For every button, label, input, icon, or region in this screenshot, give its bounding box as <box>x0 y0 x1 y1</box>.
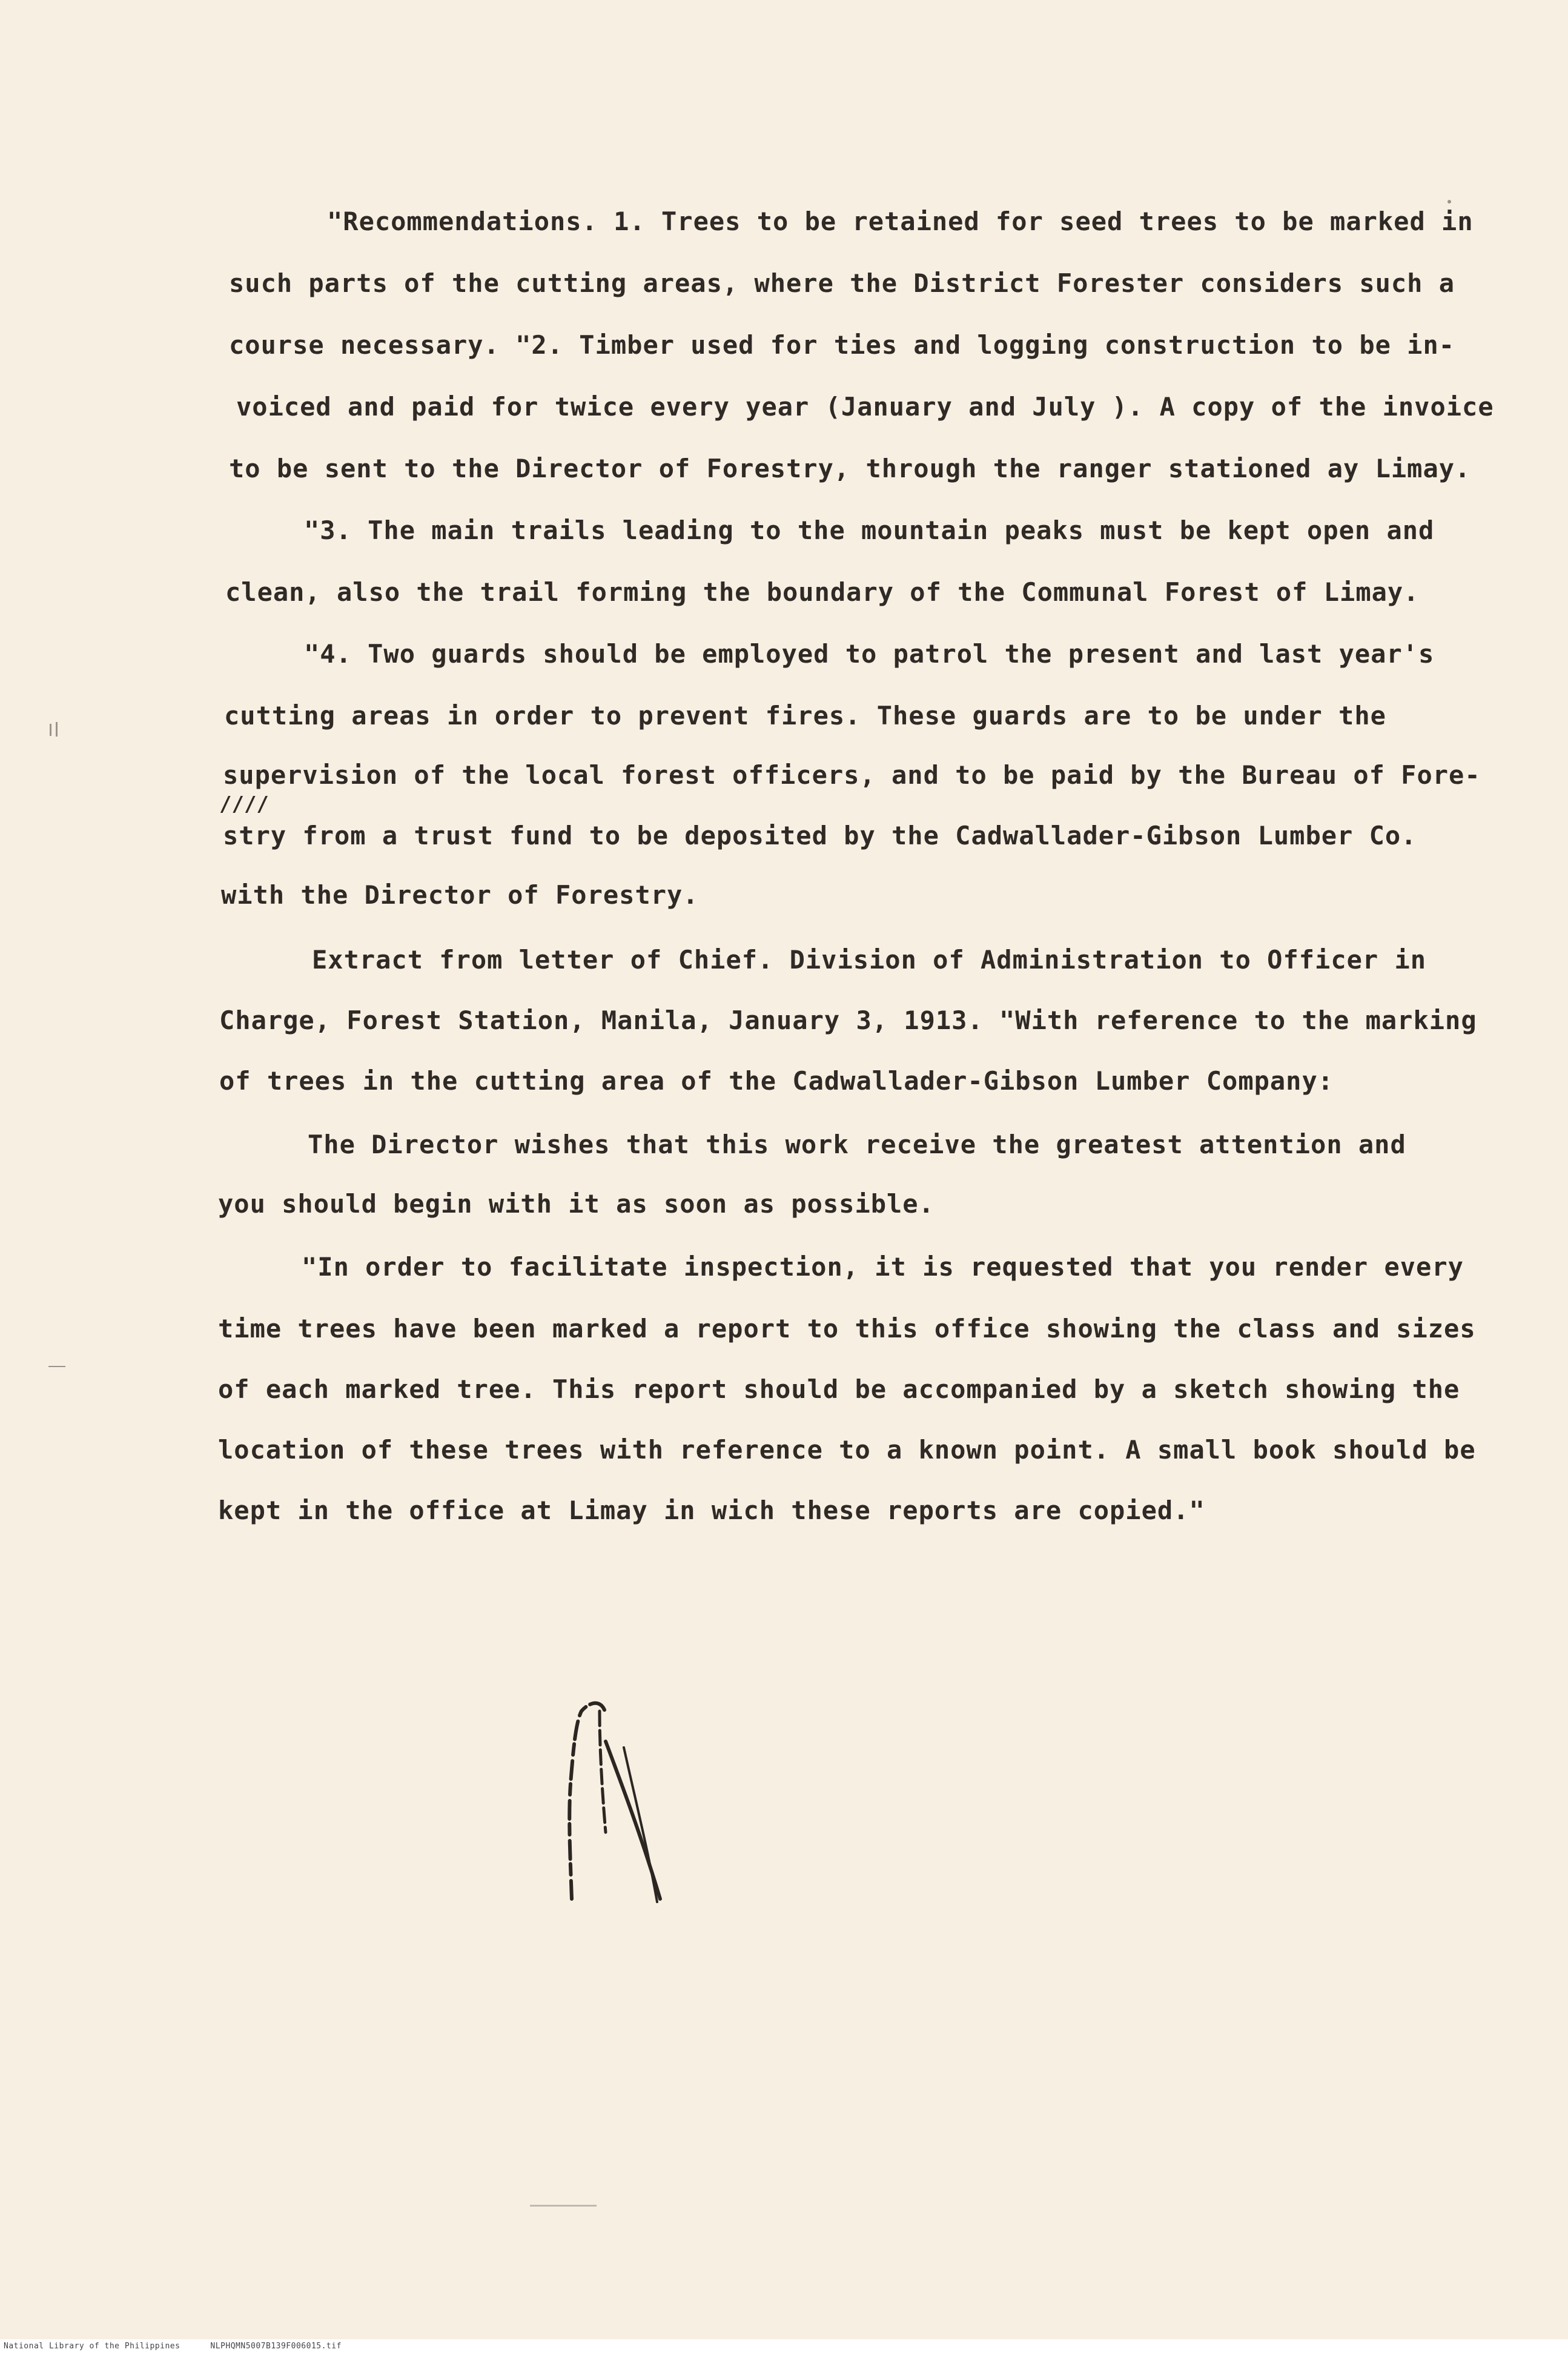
text-line: cutting areas in order to prevent fires. These guards are to be under the <box>224 701 1386 730</box>
text-line: voiced and paid for twice every year (January and July ). A copy of the invoice <box>236 392 1494 422</box>
text-line: to be sent to the Director of Forestry, through the ranger stationed ay Limay. <box>229 454 1471 483</box>
text-line: of each marked tree. This report should be accompanied by a sketch showing the <box>218 1374 1460 1404</box>
footer-source-label <box>4 2342 342 2351</box>
text-line: "3. The main trails leading to the mountain peaks must be kept open and <box>304 515 1435 545</box>
text-line: with the Director of Forestry. <box>221 880 699 910</box>
text-line: you should begin with it as soon as possible. <box>218 1189 935 1219</box>
footer-institution: National Library of the Philippines <box>4 2342 180 2351</box>
text-line: Extract from letter of Chief. Division of Administration to Officer in <box>312 945 1427 975</box>
text-line: location of these trees with reference to a known point. A small book should be <box>218 1435 1476 1465</box>
text-line: Charge, Forest Station, Manila, January 3, 1913. "With reference to the marking <box>219 1005 1477 1035</box>
signature-initials <box>557 1699 703 1905</box>
text-line: The Director wishes that this work receive the greatest attention and <box>308 1130 1406 1159</box>
text-line: course necessary. "2. Timber used for ties and logging construction to be in- <box>229 330 1455 360</box>
text-line: kept in the office at Limay in wich these reports are copied." <box>218 1495 1205 1525</box>
margin-mark <box>56 722 58 737</box>
margin-mark <box>1447 200 1451 204</box>
text-line: "Recommendations. 1. Trees to be retained for seed trees to be marked in <box>327 207 1474 236</box>
text-line: time trees have been marked a report to this office showing the class and sizes <box>218 1314 1476 1343</box>
text-line: clean, also the trail forming the boundary of the Communal Forest of Limay. <box>225 577 1420 607</box>
text-line: of trees in the cutting area of the Cadwallader-Gibson Lumber Company: <box>219 1066 1334 1096</box>
text-line: "4. Two guards should be employed to patrol the present and last year's <box>304 639 1435 669</box>
text-line: stry from a trust fund to be deposited by the Cadwallader-Gibson Lumber Co. <box>223 821 1417 850</box>
margin-mark <box>530 2205 597 2207</box>
footer-filename: NLPHQMN5007B139F006015.tif <box>210 2342 342 2351</box>
text-line: "In order to facilitate inspection, it is requested that you render every <box>302 1252 1464 1282</box>
margin-mark <box>48 1366 65 1367</box>
struck-out-characters: //// <box>219 792 269 816</box>
margin-mark <box>50 724 51 736</box>
text-line: supervision of the local forest officers, and to be paid by the Bureau of Fore- <box>223 760 1481 790</box>
text-line: such parts of the cutting areas, where the District Forester considers such a <box>229 268 1455 298</box>
